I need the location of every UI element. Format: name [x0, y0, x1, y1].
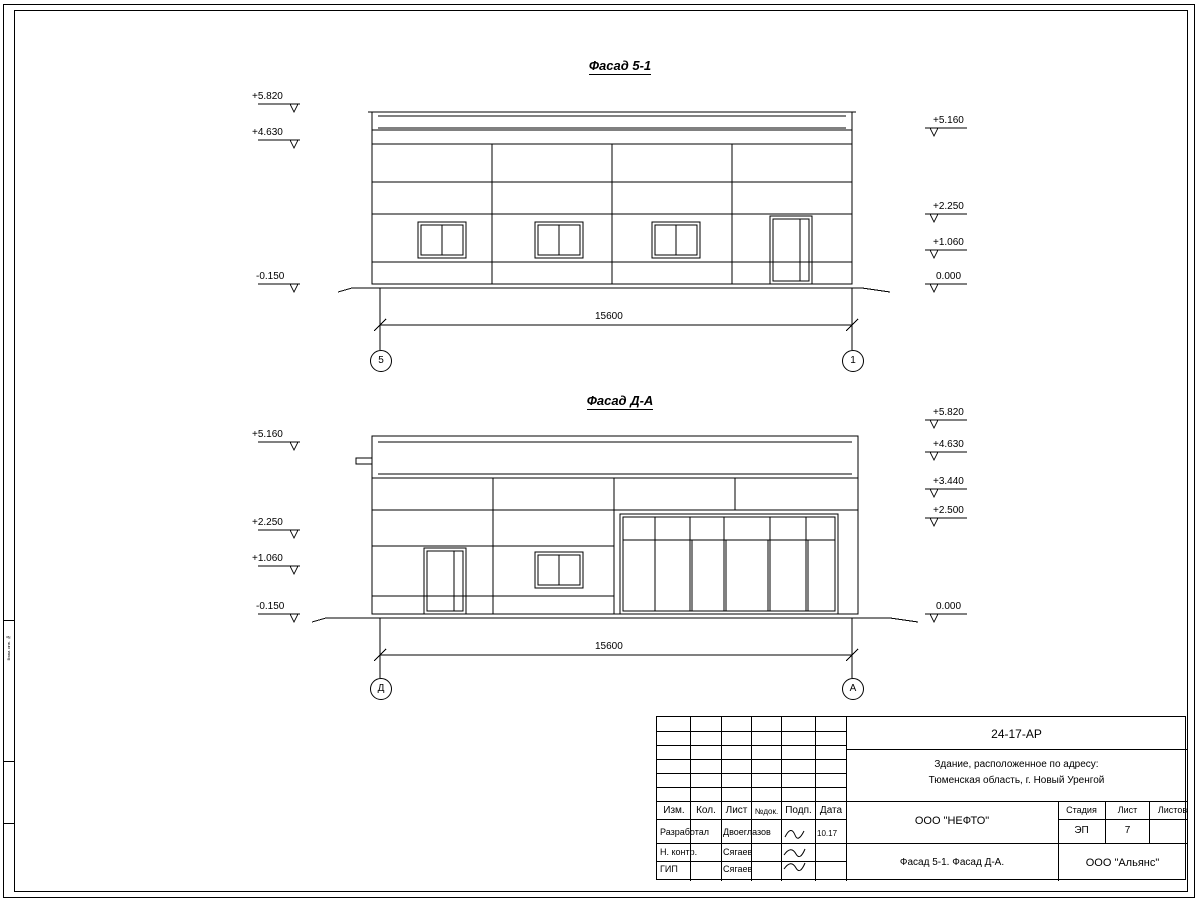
person-name: Двоеглазов [723, 827, 771, 837]
column-header: Кол. [696, 805, 716, 816]
role-label: Разработал [660, 827, 709, 837]
object-line-2: Тюменская область, г. Новый Уренгой [928, 775, 1105, 786]
level-mark-right: +1.060 [933, 237, 964, 248]
left-margin-strip [3, 620, 14, 897]
person-name: Сягаев [723, 864, 753, 874]
column-header: Подп. [785, 805, 812, 816]
level-mark-right: +2.500 [933, 505, 964, 516]
role-label: Н. контр. [660, 847, 698, 857]
person-name: Сягаев [723, 847, 753, 857]
level-mark-right: +5.160 [933, 115, 964, 126]
stage-header: Стадия [1066, 805, 1097, 815]
level-mark-left: +4.630 [252, 127, 283, 138]
role-label: ГИП [660, 864, 678, 874]
date-value: 10.17 [817, 829, 838, 838]
sheet-title: Фасад 5-1. Фасад Д-А. [899, 857, 1005, 868]
axis-marker: Д [370, 678, 392, 700]
level-mark-left: +5.160 [252, 429, 283, 440]
column-header: Лист [725, 805, 748, 816]
customer-name: ООО "НЕФТО" [914, 815, 990, 827]
object-line-1: Здание, расположенное по адресу: [934, 759, 1099, 770]
column-header: Изм. [663, 805, 685, 816]
level-mark-right: +3.440 [933, 476, 964, 487]
organization-name: ООО "Альянс" [1085, 857, 1160, 869]
level-mark-right: +4.630 [933, 439, 964, 450]
level-mark-right: 0.000 [936, 271, 962, 282]
column-header: №док. [754, 807, 779, 816]
level-mark-left: +5.820 [252, 91, 283, 102]
view-title-1: Фасад 5-1 [588, 58, 652, 73]
level-mark-left: +1.060 [252, 553, 283, 564]
left-strip-label: Взам. инв. № [6, 635, 11, 661]
overall-dimension: 15600 [595, 641, 623, 652]
title-block [656, 716, 1186, 880]
drawing-number: 24-17-АР [991, 727, 1042, 741]
axis-marker: А [842, 678, 864, 700]
level-mark-right: +2.250 [933, 201, 964, 212]
level-mark-left: -0.150 [256, 271, 285, 282]
level-mark-left: -0.150 [256, 601, 285, 612]
axis-marker: 5 [370, 350, 392, 372]
overall-dimension: 15600 [595, 311, 623, 322]
lists-header: Листов [1157, 805, 1188, 815]
column-header: Дата [819, 805, 843, 816]
view-title-2: Фасад Д-А [586, 393, 654, 408]
level-mark-right: +5.820 [933, 407, 964, 418]
list-value: 7 [1124, 825, 1131, 836]
list-header: Лист [1117, 805, 1138, 815]
level-mark-left: +2.250 [252, 517, 283, 528]
stage-value: ЭП [1074, 825, 1089, 836]
axis-marker: 1 [842, 350, 864, 372]
level-mark-right: 0.000 [936, 601, 962, 612]
